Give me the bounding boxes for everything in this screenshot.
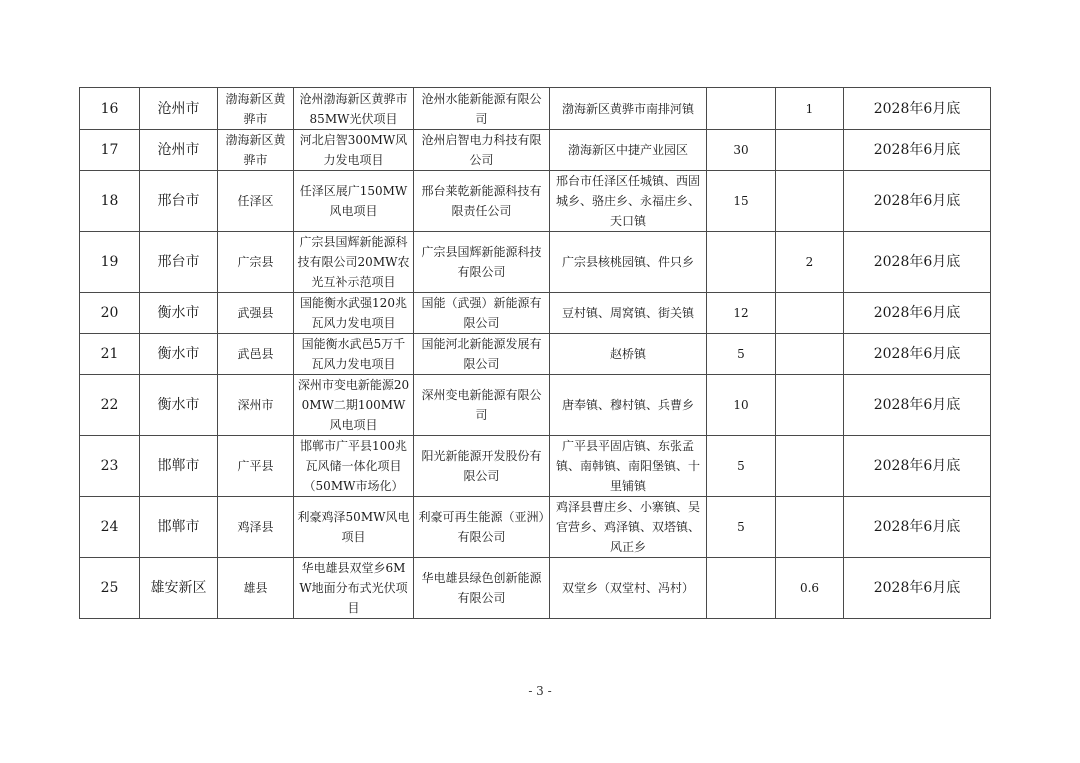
cell-wind-capacity (707, 558, 776, 619)
cell-location: 双堂乡（双堂村、冯村） (550, 558, 707, 619)
cell-county: 雄县 (218, 558, 294, 619)
cell-deadline: 2028年6月底 (844, 293, 991, 334)
cell-city: 衡水市 (140, 334, 218, 375)
page-number: - 3 - (528, 684, 552, 698)
table-row (80, 130, 991, 171)
cell-company: 沧州启智电力科技有限公司 (414, 130, 550, 171)
cell-solar-capacity (776, 171, 844, 232)
cell-company: 阳光新能源开发股份有限公司 (414, 436, 550, 497)
cell-company: 利豪可再生能源（亚洲）有限公司 (414, 497, 550, 558)
cell-location: 唐奉镇、穆村镇、兵曹乡 (550, 375, 707, 436)
cell-deadline: 2028年6月底 (844, 558, 991, 619)
cell-solar-capacity: 1 (776, 88, 844, 130)
cell-solar-capacity: 0.6 (776, 558, 844, 619)
cell-city: 衡水市 (140, 375, 218, 436)
cell-deadline: 2028年6月底 (844, 232, 991, 293)
cell-county: 广宗县 (218, 232, 294, 293)
cell-county: 武强县 (218, 293, 294, 334)
cell-city: 衡水市 (140, 293, 218, 334)
cell-index: 17 (80, 130, 140, 171)
cell-wind-capacity: 12 (707, 293, 776, 334)
cell-location: 豆村镇、周窝镇、街关镇 (550, 293, 707, 334)
cell-project-name: 邯郸市广平县100兆瓦风储一体化项目（50MW市场化） (294, 436, 414, 497)
cell-city: 邯郸市 (140, 497, 218, 558)
cell-county: 渤海新区黄骅市 (218, 130, 294, 171)
project-table (79, 87, 991, 619)
cell-wind-capacity: 30 (707, 130, 776, 171)
cell-solar-capacity (776, 130, 844, 171)
cell-deadline: 2028年6月底 (844, 375, 991, 436)
table-row (80, 436, 991, 497)
cell-solar-capacity: 2 (776, 232, 844, 293)
cell-solar-capacity (776, 436, 844, 497)
table-row (80, 375, 991, 436)
table-row (80, 558, 991, 619)
cell-wind-capacity: 5 (707, 334, 776, 375)
cell-city: 邯郸市 (140, 436, 218, 497)
table-row (80, 171, 991, 232)
table-row (80, 334, 991, 375)
cell-project-name: 任泽区展广150MW风电项目 (294, 171, 414, 232)
cell-company: 邢台莱乾新能源科技有限责任公司 (414, 171, 550, 232)
cell-deadline: 2028年6月底 (844, 130, 991, 171)
cell-deadline: 2028年6月底 (844, 171, 991, 232)
cell-company: 沧州水能新能源有限公司 (414, 88, 550, 130)
cell-index: 22 (80, 375, 140, 436)
cell-location: 赵桥镇 (550, 334, 707, 375)
cell-company: 华电雄县绿色创新能源有限公司 (414, 558, 550, 619)
cell-company: 国能河北新能源发展有限公司 (414, 334, 550, 375)
cell-county: 任泽区 (218, 171, 294, 232)
cell-city: 沧州市 (140, 130, 218, 171)
cell-county: 鸡泽县 (218, 497, 294, 558)
table-row (80, 232, 991, 293)
table-body (80, 88, 991, 619)
cell-index: 16 (80, 88, 140, 130)
cell-county: 渤海新区黄骅市 (218, 88, 294, 130)
cell-county: 深州市 (218, 375, 294, 436)
cell-company: 广宗县国辉新能源科技有限公司 (414, 232, 550, 293)
cell-project-name: 国能衡水武强120兆瓦风力发电项目 (294, 293, 414, 334)
cell-city: 雄安新区 (140, 558, 218, 619)
cell-county: 武邑县 (218, 334, 294, 375)
cell-city: 沧州市 (140, 88, 218, 130)
cell-wind-capacity: 5 (707, 497, 776, 558)
cell-wind-capacity (707, 232, 776, 293)
cell-location: 鸡泽县曹庄乡、小寨镇、吴官营乡、鸡泽镇、双塔镇、风正乡 (550, 497, 707, 558)
cell-project-name: 利豪鸡泽50MW风电项目 (294, 497, 414, 558)
cell-solar-capacity (776, 293, 844, 334)
cell-solar-capacity (776, 334, 844, 375)
cell-project-name: 深州市变电新能源200MW二期100MW风电项目 (294, 375, 414, 436)
cell-project-name: 国能衡水武邑5万千瓦风力发电项目 (294, 334, 414, 375)
cell-index: 20 (80, 293, 140, 334)
cell-index: 24 (80, 497, 140, 558)
cell-wind-capacity (707, 88, 776, 130)
cell-deadline: 2028年6月底 (844, 497, 991, 558)
table-row (80, 497, 991, 558)
cell-location: 广平县平固店镇、东张孟镇、南韩镇、南阳堡镇、十里铺镇 (550, 436, 707, 497)
cell-deadline: 2028年6月底 (844, 88, 991, 130)
cell-company: 深州变电新能源有限公司 (414, 375, 550, 436)
cell-solar-capacity (776, 375, 844, 436)
cell-project-name: 河北启智300MW风力发电项目 (294, 130, 414, 171)
cell-deadline: 2028年6月底 (844, 436, 991, 497)
cell-index: 21 (80, 334, 140, 375)
cell-project-name: 广宗县国辉新能源科技有限公司20MW农光互补示范项目 (294, 232, 414, 293)
cell-project-name: 华电雄县双堂乡6MW地面分布式光伏项目 (294, 558, 414, 619)
cell-city: 邢台市 (140, 171, 218, 232)
cell-location: 渤海新区黄骅市南排河镇 (550, 88, 707, 130)
cell-wind-capacity: 10 (707, 375, 776, 436)
cell-location: 渤海新区中捷产业园区 (550, 130, 707, 171)
cell-deadline: 2028年6月底 (844, 334, 991, 375)
cell-county: 广平县 (218, 436, 294, 497)
cell-index: 25 (80, 558, 140, 619)
cell-wind-capacity: 5 (707, 436, 776, 497)
cell-project-name: 沧州渤海新区黄骅市85MW光伏项目 (294, 88, 414, 130)
table-row (80, 293, 991, 334)
cell-location: 邢台市任泽区任城镇、西固城乡、骆庄乡、永福庄乡、天口镇 (550, 171, 707, 232)
cell-index: 23 (80, 436, 140, 497)
cell-company: 国能（武强）新能源有限公司 (414, 293, 550, 334)
cell-index: 19 (80, 232, 140, 293)
cell-index: 18 (80, 171, 140, 232)
cell-wind-capacity: 15 (707, 171, 776, 232)
cell-location: 广宗县核桃园镇、件只乡 (550, 232, 707, 293)
table-row (80, 88, 991, 130)
cell-solar-capacity (776, 497, 844, 558)
cell-city: 邢台市 (140, 232, 218, 293)
